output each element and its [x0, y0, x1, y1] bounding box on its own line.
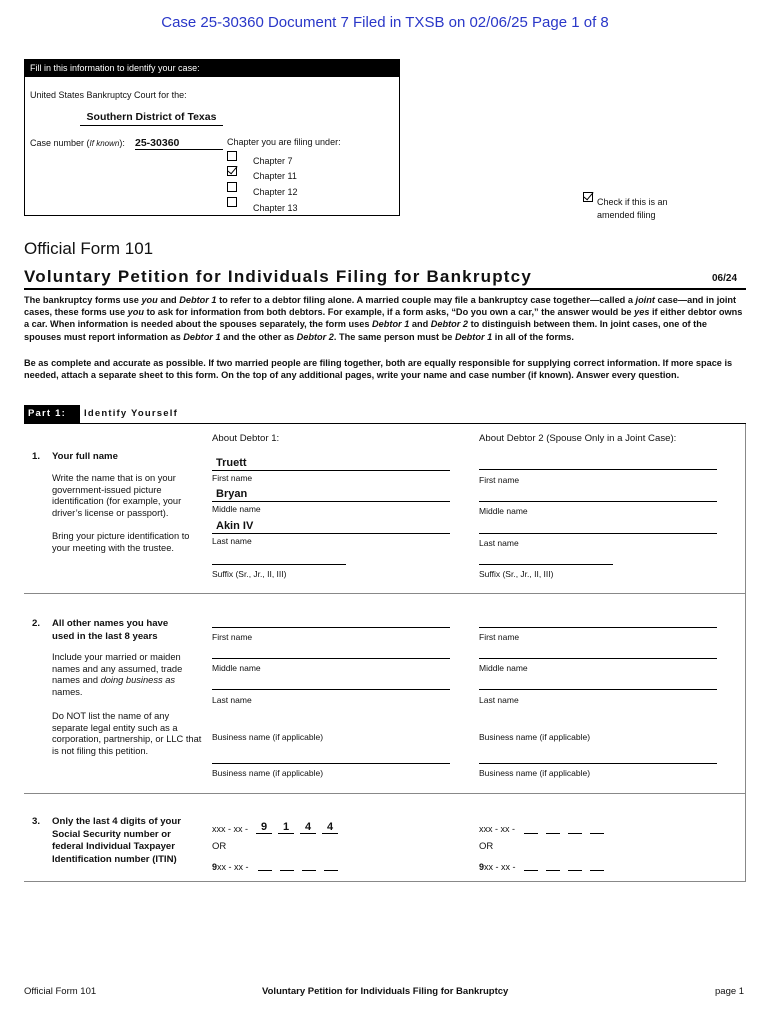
- intro-paragraph-1: The bankruptcy forms use you and Debtor 1 to refer to a debtor filing alone. A married couple may file a bankruptcy case together—called a joint case—and in joint cases, these forms use you to ask for information from both debtors. For example, if a form asks, “Do you own a car,” the answer would be yes if either debtor owns a car. When information is needed about the spouses separately, the form uses Debtor 1 and Debtor 2 to distinguish between them. In joint cases, one of the spouses must report information as Debtor 1 and the other as Debtor 2. The same person must be Debtor 1 in all of the forms.: [24, 295, 743, 342]
- case-number-label: Case number (If known):: [30, 138, 125, 148]
- q2-debtor1-middle-line[interactable]: [212, 658, 450, 659]
- q2-debtor2-last-line[interactable]: [479, 689, 717, 690]
- q2-help-1: Include your married or maiden names and any assumed, trade names and doing business as names.: [52, 652, 183, 697]
- debtor2-last-name-line[interactable]: [479, 533, 717, 534]
- chapter-12-option[interactable]: [227, 182, 237, 195]
- debtor2-itin-digit-2-line[interactable]: [546, 870, 560, 871]
- chapter-13-option[interactable]: [227, 197, 237, 210]
- itin-digit-3-line[interactable]: [302, 870, 316, 871]
- debtor2-first-name-label: First name: [479, 475, 520, 485]
- q1-help-2: Bring your picture identification to your meeting with the trustee.: [52, 531, 190, 553]
- q2-debtor2-business-label-1: Business name (if applicable): [479, 732, 591, 742]
- q2-title: All other names you have used in the last 8 years: [52, 618, 169, 642]
- debtor1-suffix-label: Suffix (Sr., Jr., II, III): [212, 569, 287, 579]
- petition-title: Voluntary Petition for Individuals Filing for Bankruptcy: [24, 267, 532, 286]
- itin-digit-4-line[interactable]: [324, 870, 338, 871]
- q2-debtor1-last-label: Last name: [212, 695, 252, 705]
- debtor1-last-name-value[interactable]: Akin IV: [216, 520, 254, 532]
- itin-digit-1-line[interactable]: [258, 870, 272, 871]
- chapter-7-label: Chapter 7: [253, 156, 293, 166]
- debtor2-first-name-line[interactable]: [479, 469, 717, 470]
- chapter-12-checkbox[interactable]: [227, 182, 237, 192]
- q2-debtor1-middle-label: Middle name: [212, 663, 261, 673]
- amended-option[interactable]: [583, 192, 593, 205]
- part1-title: Identify Yourself: [84, 408, 178, 419]
- q1-title: Your full name: [52, 451, 118, 462]
- q2-debtor1-business-label-1: Business name (if applicable): [212, 732, 324, 742]
- q2-debtor2-last-label: Last name: [479, 695, 519, 705]
- debtor1-middle-name-value[interactable]: Bryan: [216, 488, 248, 500]
- court-label: United States Bankruptcy Court for the:: [30, 90, 187, 100]
- debtor1-last-name-line: [212, 533, 450, 534]
- amended-label: Check if this is an amended filing: [597, 197, 668, 220]
- debtor2-ssn-digit-4-line[interactable]: [590, 833, 604, 834]
- debtor2-ssn-digit-1-line[interactable]: [524, 833, 538, 834]
- debtor2-middle-name-line[interactable]: [479, 501, 717, 502]
- debtor2-itin-digit-1-line[interactable]: [524, 870, 538, 871]
- q2-debtor1-first-label: First name: [212, 632, 253, 642]
- q2-debtor1-business-line[interactable]: [212, 763, 450, 764]
- title-rule: [24, 288, 746, 290]
- court-filing-stamp: Case 25-30360 Document 7 Filed in TXSB on 02/06/25 Page 1 of 8: [161, 14, 609, 31]
- amended-checkbox[interactable]: [583, 192, 593, 202]
- debtor2-or: OR: [479, 841, 494, 852]
- itin-digit-2-line[interactable]: [280, 870, 294, 871]
- debtor1-last-name-label: Last name: [212, 536, 252, 546]
- ssn-digit-1[interactable]: 9: [256, 821, 272, 834]
- chapter-11-option[interactable]: [227, 166, 237, 179]
- part1-label: Part 1:: [24, 405, 80, 423]
- debtor1-suffix-line[interactable]: [212, 564, 346, 565]
- q2-debtor2-first-label: First name: [479, 632, 520, 642]
- q3-number: 3.: [32, 816, 41, 827]
- q2-debtor2-business-label-2: Business name (if applicable): [479, 768, 591, 778]
- q1-number: 1.: [32, 451, 41, 462]
- chapter-12-label: Chapter 12: [253, 187, 298, 197]
- case-number-field[interactable]: 25-30360: [135, 137, 223, 150]
- debtor2-suffix-label: Suffix (Sr., Jr., II, III): [479, 569, 554, 579]
- debtor1-ssn-prefix: xxx - xx -: [212, 824, 248, 834]
- q2-debtor2-middle-label: Middle name: [479, 663, 528, 673]
- q2-debtor1-first-line[interactable]: [212, 627, 450, 628]
- debtor1-first-name-value[interactable]: Truett: [216, 457, 247, 469]
- footer-form-number: Official Form 101: [24, 986, 97, 997]
- debtor1-middle-name-label: Middle name: [212, 504, 261, 514]
- ssn-digit-3[interactable]: 4: [300, 821, 316, 834]
- debtor2-ssn-prefix: xxx - xx -: [479, 824, 515, 834]
- district-field[interactable]: Southern District of Texas: [80, 111, 223, 126]
- form-number: Official Form 101: [24, 239, 154, 258]
- q2-debtor1-last-line[interactable]: [212, 689, 450, 690]
- q2-number: 2.: [32, 618, 41, 629]
- debtor2-itin-digit-3-line[interactable]: [568, 870, 582, 871]
- ssn-digit-4[interactable]: 4: [322, 821, 338, 834]
- chapter-11-checkbox[interactable]: [227, 166, 237, 176]
- case-info-bar: Fill in this information to identify your case:: [24, 59, 400, 77]
- debtor2-last-name-label: Last name: [479, 538, 519, 548]
- debtor1-first-name-label: First name: [212, 473, 253, 483]
- q2-help-2: Do NOT list the name of any separate legal entity such as a corporation, partnership, or LLC that is not filing this petition.: [52, 711, 202, 756]
- debtor2-middle-name-label: Middle name: [479, 506, 528, 516]
- chapter-13-checkbox[interactable]: [227, 197, 237, 207]
- q3-title: Only the last 4 digits of your Social Security number or federal Individual Taxpayer Identification number (ITIN): [52, 816, 182, 865]
- ssn-digit-2[interactable]: 1: [278, 821, 294, 834]
- chapter-11-label: Chapter 11: [253, 171, 297, 181]
- chapter-7-option[interactable]: [227, 151, 237, 164]
- footer-page-number: page 1: [715, 986, 745, 997]
- q2-debtor2-middle-line[interactable]: [479, 658, 717, 659]
- debtor2-itin-digit-4-line[interactable]: [590, 870, 604, 871]
- debtor1-or: OR: [212, 841, 227, 852]
- about-debtor1-heading: About Debtor 1:: [212, 433, 280, 444]
- debtor1-middle-name-line: [212, 501, 450, 502]
- about-debtor2-heading: About Debtor 2 (Spouse Only in a Joint Case):: [479, 433, 677, 444]
- chapter-label: Chapter you are filing under:: [227, 137, 341, 147]
- debtor2-itin-prefix: 9xx - xx -: [479, 862, 516, 872]
- debtor2-ssn-digit-2-line[interactable]: [546, 833, 560, 834]
- debtor1-first-name-line: [212, 470, 450, 471]
- debtor1-itin-prefix: 9xx - xx -: [212, 862, 249, 872]
- q2-debtor2-first-line[interactable]: [479, 627, 717, 628]
- chapter-13-label: Chapter 13: [253, 203, 298, 213]
- chapter-7-checkbox[interactable]: [227, 151, 237, 161]
- q2-debtor1-business-label-2: Business name (if applicable): [212, 768, 324, 778]
- q1-help-1: Write the name that is on your government-issued picture identification (for example, your driver’s license or passport).: [52, 473, 182, 518]
- footer-form-title: Voluntary Petition for Individuals Filing for Bankruptcy: [262, 986, 509, 997]
- form-version: 06/24: [712, 273, 738, 284]
- debtor2-suffix-line[interactable]: [479, 564, 613, 565]
- q2-debtor2-business-line[interactable]: [479, 763, 717, 764]
- intro-paragraph-2: Be as complete and accurate as possible. If two married people are filing together, both are equally responsible for supplying correct information. If more space is needed, attach a separate sheet to this form. On the top of any additional pages, write your name and case number (if known). Answer every question.: [24, 358, 733, 381]
- debtor2-ssn-digit-3-line[interactable]: [568, 833, 582, 834]
